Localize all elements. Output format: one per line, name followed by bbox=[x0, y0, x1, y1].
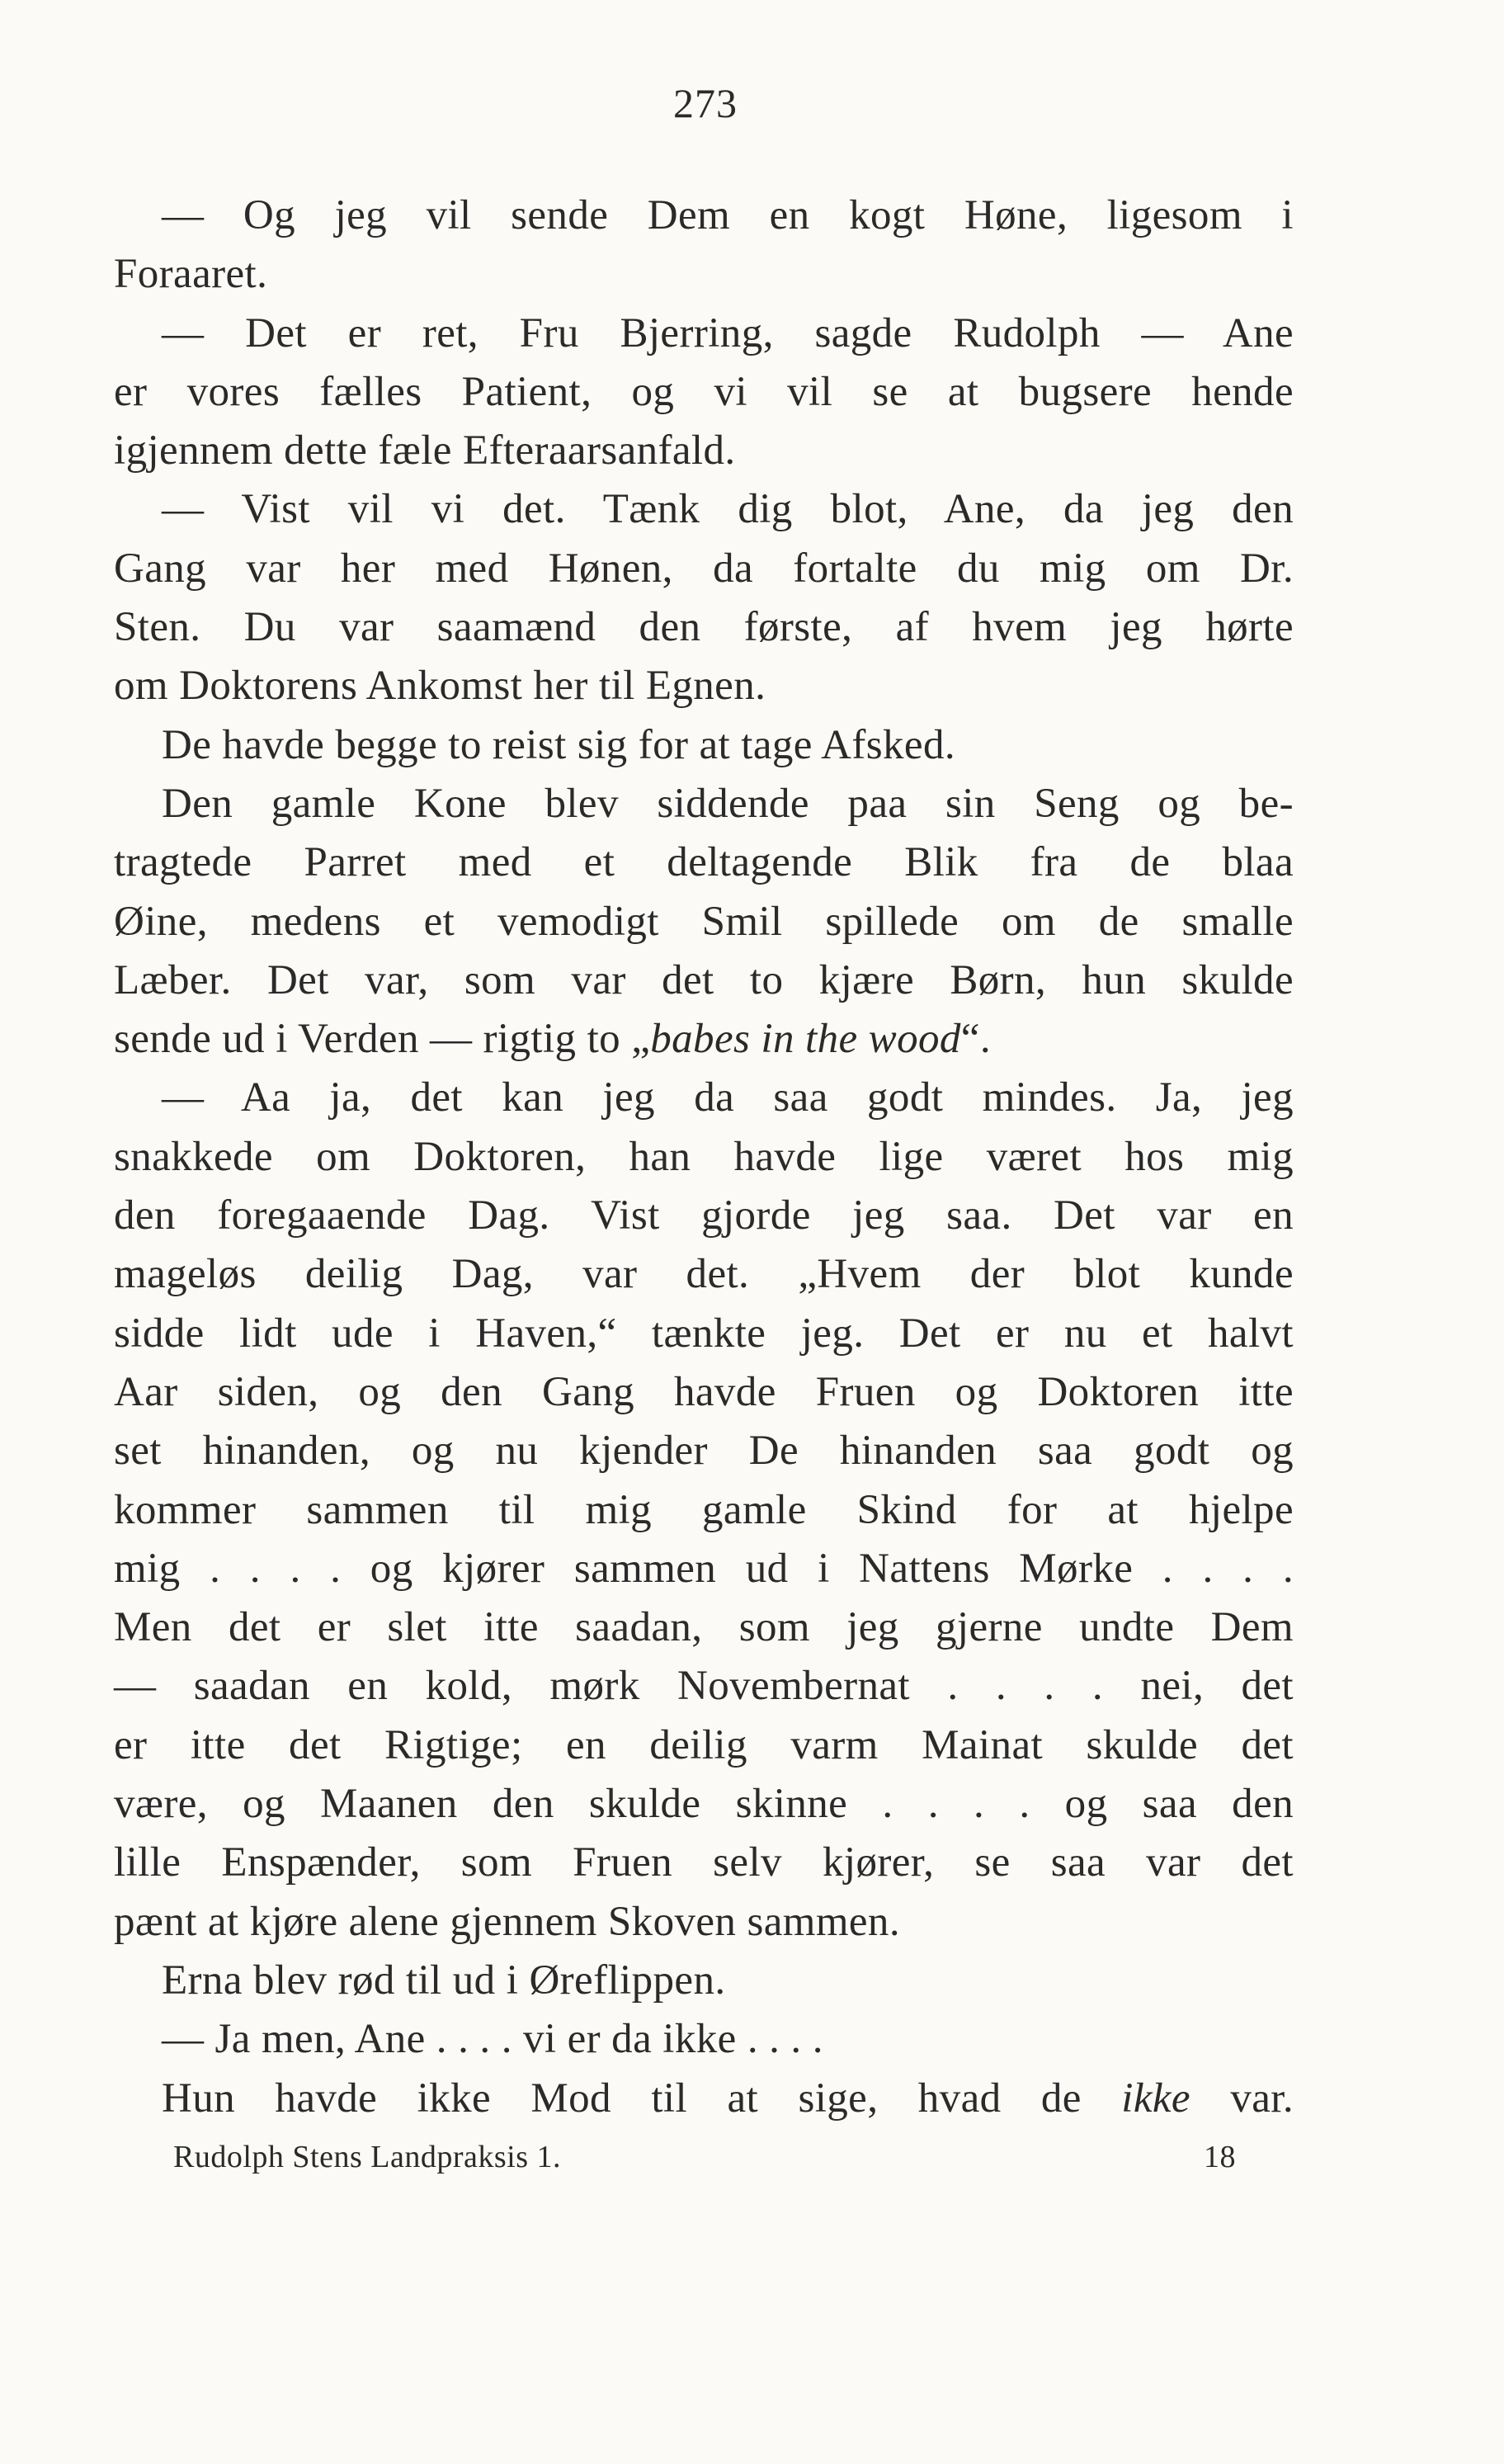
text-run: De havde begge to reist sig for at tage Afsked. bbox=[162, 721, 956, 768]
text-run: kommer sammen til mig gamle Skind for at hjelpe bbox=[114, 1486, 1294, 1533]
italic-text: babes in the wood bbox=[650, 1016, 961, 1063]
printer-signature: Rudolph Stens Landpraksis 1. bbox=[173, 2140, 561, 2174]
text-line bbox=[114, 1187, 1294, 1245]
text-line bbox=[114, 1305, 1294, 1363]
text-run: Erna blev rød til ud i Øreflippen. bbox=[162, 1957, 726, 2004]
text-run: igjennem dette fæle Efteraarsanfald. bbox=[114, 427, 736, 474]
text-run: lille Enspænder, som Fruen selv kjører, se saa var det bbox=[114, 1839, 1294, 1886]
text-line bbox=[114, 1834, 1294, 1892]
text-line bbox=[114, 1010, 1294, 1069]
text-run: “. bbox=[960, 1016, 991, 1063]
text-line bbox=[114, 2070, 1294, 2128]
text-run: snakkede om Doktoren, han havde lige været hos mig bbox=[114, 1133, 1294, 1180]
text-run: sidde lidt ude i Haven,“ tænkte jeg. Det er nu et halvt bbox=[114, 1310, 1294, 1357]
text-line bbox=[114, 1363, 1294, 1422]
text-line bbox=[114, 304, 1294, 363]
text-run: tragtede Parret med et deltagende Blik fra de blaa bbox=[114, 839, 1294, 886]
text-run: — Det er ret, Fru Bjerring, sagde Rudolph — Ane bbox=[162, 309, 1294, 356]
text-line bbox=[114, 422, 1294, 480]
text-run: — Vist vil vi det. Tænk dig blot, Ane, da jeg den bbox=[162, 486, 1294, 533]
text-line bbox=[114, 775, 1294, 833]
text-line bbox=[114, 951, 1294, 1010]
text-line bbox=[114, 1716, 1294, 1775]
text-line bbox=[114, 540, 1294, 598]
text-run: Den gamle Kone blev siddende paa sin Seng og be- bbox=[162, 780, 1294, 827]
text-line bbox=[114, 2010, 1294, 2069]
text-run: Sten. Du var saamænd den første, af hvem jeg hørte bbox=[114, 604, 1294, 651]
text-run: mageløs deilig Dag, var det. „Hvem der blot kunde bbox=[114, 1251, 1294, 1298]
text-run: var. bbox=[1190, 2075, 1294, 2122]
text-line bbox=[114, 1540, 1294, 1598]
text-run: er vores fælles Patient, og vi vil se at bugsere hende bbox=[114, 368, 1294, 415]
text-line bbox=[114, 1069, 1294, 1127]
text-line bbox=[114, 598, 1294, 657]
text-line bbox=[114, 1128, 1294, 1187]
text-run: den foregaaende Dag. Vist gjorde jeg saa. Det var en bbox=[114, 1192, 1294, 1239]
text-line bbox=[114, 833, 1294, 892]
text-run: være, og Maanen den skulde skinne . . . . og saa den bbox=[114, 1781, 1294, 1828]
text-line bbox=[114, 1893, 1294, 1952]
text-run: Men det er slet itte saadan, som jeg gjerne undte Dem bbox=[114, 1604, 1294, 1651]
text-line bbox=[114, 1481, 1294, 1540]
text-run: Læber. Det var, som var det to kjære Børn, hun skulde bbox=[114, 956, 1294, 1003]
text-line bbox=[114, 363, 1294, 422]
sheet-number: 18 bbox=[1204, 2140, 1236, 2174]
text-run: — Og jeg vil sende Dem en kogt Høne, ligesom i bbox=[162, 192, 1294, 238]
text-line bbox=[114, 893, 1294, 951]
text-line bbox=[114, 1775, 1294, 1834]
text-run: mig . . . . og kjører sammen ud i Nattens Mørke . . . . bbox=[114, 1545, 1294, 1592]
text-run: sende ud i Verden — rigtig to „ bbox=[114, 1016, 651, 1063]
text-run: pænt at kjøre alene gjennem Skoven sammen. bbox=[114, 1898, 900, 1945]
text-run: Hun havde ikke Mod til at sige, hvad de bbox=[162, 2075, 1122, 2122]
text-run: — saadan en kold, mørk Novembernat . . . . nei, det bbox=[114, 1663, 1294, 1710]
text-run: Gang var her med Hønen, da fortalte du mig om Dr. bbox=[114, 545, 1294, 592]
text-run: set hinanden, og nu kjender De hinanden saa godt og bbox=[114, 1428, 1294, 1475]
text-run: Foraaret. bbox=[114, 251, 268, 298]
body-text bbox=[114, 186, 1294, 2128]
text-line bbox=[114, 1657, 1294, 1716]
text-run: om Doktorens Ankomst her til Egnen. bbox=[114, 663, 766, 710]
text-run: — Aa ja, det kan jeg da saa godt mindes. Ja, jeg bbox=[162, 1074, 1294, 1121]
text-line bbox=[114, 1952, 1294, 2010]
text-run: er itte det Rigtige; en deilig varm Mainat skulde det bbox=[114, 1721, 1294, 1768]
text-line bbox=[114, 1598, 1294, 1657]
italic-text: ikke bbox=[1121, 2075, 1190, 2122]
text-line bbox=[114, 245, 1294, 304]
text-line bbox=[114, 657, 1294, 715]
text-line bbox=[114, 1422, 1294, 1480]
page-number: 273 bbox=[673, 80, 738, 126]
text-line bbox=[114, 480, 1294, 539]
text-line bbox=[114, 1245, 1294, 1304]
text-run: — Ja men, Ane . . . . vi er da ikke . . . . bbox=[162, 2016, 823, 2063]
text-run: Øine, medens et vemodigt Smil spillede om de smalle bbox=[114, 898, 1294, 945]
text-line bbox=[114, 716, 1294, 775]
text-line bbox=[114, 186, 1294, 245]
text-run: Aar siden, og den Gang havde Fruen og Doktoren itte bbox=[114, 1368, 1294, 1415]
